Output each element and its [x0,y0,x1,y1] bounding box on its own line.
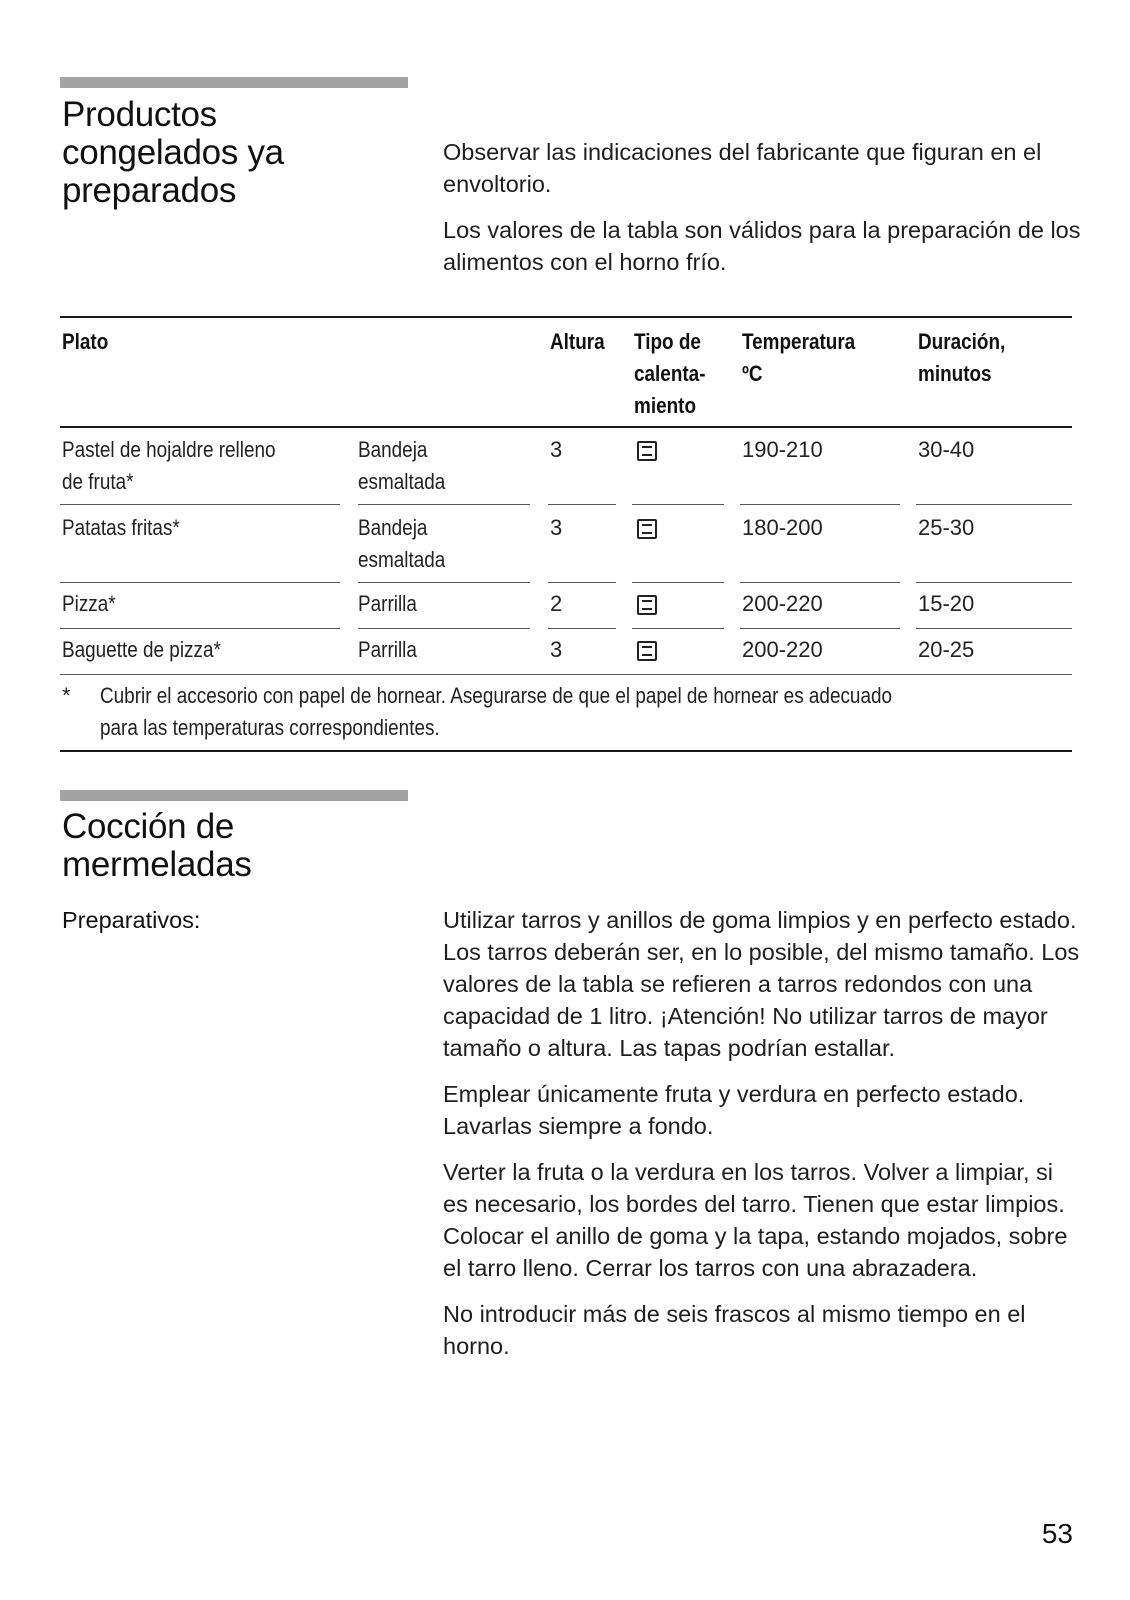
header-bottom-rule [60,426,1072,428]
cell-altura: 3 [550,515,563,540]
cell-duracion: 30-40 [918,437,975,462]
cell-accesorio: Parrilla [358,637,417,662]
row-divider [60,504,340,505]
intro-text [443,136,1083,292]
section-rule-bar [60,77,408,88]
row-divider [548,582,616,583]
page-number: 53 [1041,1518,1073,1549]
cell-altura: 3 [550,637,563,662]
body-paragraph: Verter la fruta o la verdura en los tarros. Volver a limpiar, si es necesario, los bordes del tarro. Tienen que estar limpios. Colocar el anillo de goma y la tapa, estando mojados, sobre el tarro lleno. Cerrar los tarros con una abrazadera. [443,1159,1068,1281]
cell-duracion: 15-20 [918,591,975,616]
header-duracion: Duración, minutos [918,329,1006,386]
intro-paragraph: Observar las indicaciones del fabricante que figuran en el envoltorio. [443,139,1042,197]
row-divider [60,582,340,583]
cell-altura: 2 [550,591,563,616]
cell-plato: Patatas fritas* [62,515,180,540]
section-rule-bar [60,790,408,801]
row-divider [632,504,724,505]
row-divider [358,582,530,583]
intro-paragraph: Los valores de la tabla son válidos para la preparación de los alimentos con el horno frío. [443,217,1081,275]
row-divider [548,504,616,505]
cell-temperatura: 200-220 [742,591,823,616]
row-divider [916,504,1072,505]
top-bottom-heat-icon [637,519,657,539]
footnote-text: Cubrir el accesorio con papel de hornear. Asegurarse de que el papel de hornear es adecuado para las temperaturas correspondientes. [100,683,893,740]
top-bottom-heat-icon [637,441,657,461]
body-paragraph: Utilizar tarros y anillos de goma limpios y en perfecto estado. Los tarros deberán ser, en lo posible, del mismo tamaño. Los valores de la tabla se refieren a tarros redondos con una capacidad de 1 litro. ¡Atención! No utilizar tarros de mayor tamaño o altura. Las tapas podrían estallar. [443,907,1080,1061]
header-temperatura: Temperatura ºC [742,329,856,386]
cell-accesorio: Bandeja esmaltada [358,437,446,494]
cell-plato: Baguette de pizza* [62,637,221,662]
row-divider [548,628,616,629]
preparativos-text [443,904,1083,1376]
row-divider [740,582,900,583]
cell-accesorio: Bandeja esmaltada [358,515,446,572]
row-divider [740,504,900,505]
row-divider [358,628,530,629]
top-bottom-heat-icon [637,595,657,615]
cell-temperatura: 180-200 [742,515,823,540]
footnote-mark: * [62,683,71,708]
body-paragraph: Emplear únicamente fruta y verdura en perfecto estado. Lavarlas siempre a fondo. [443,1081,1025,1139]
cell-temperatura: 200-220 [742,637,823,662]
cell-duracion: 25-30 [918,515,975,540]
row-divider [916,628,1072,629]
preparativos-label: Preparativos: [62,907,201,933]
row-divider [740,628,900,629]
row-divider [632,582,724,583]
section-title-jam: Cocción de mermeladas [62,807,252,884]
header-plato: Plato [62,329,109,354]
cell-accesorio: Parrilla [358,591,417,616]
cell-temperatura: 190-210 [742,437,823,462]
row-divider [60,674,1072,675]
table-bottom-rule [60,750,1072,752]
table-top-rule [60,316,1072,318]
row-divider [916,582,1072,583]
cell-altura: 3 [550,437,563,462]
top-bottom-heat-icon [637,641,657,661]
row-divider [60,628,340,629]
section-title-frozen-products: Productos congelados ya preparados [62,95,284,210]
row-divider [632,628,724,629]
cell-duracion: 20-25 [918,637,975,662]
cell-plato: Pizza* [62,591,116,616]
header-altura: Altura [550,329,605,354]
header-tipo: Tipo de calenta- miento [634,329,706,418]
body-paragraph: No introducir más de seis frascos al mismo tiempo en el horno. [443,1301,1026,1359]
row-divider [358,504,530,505]
cell-plato: Pastel de hojaldre relleno de fruta* [62,437,276,494]
